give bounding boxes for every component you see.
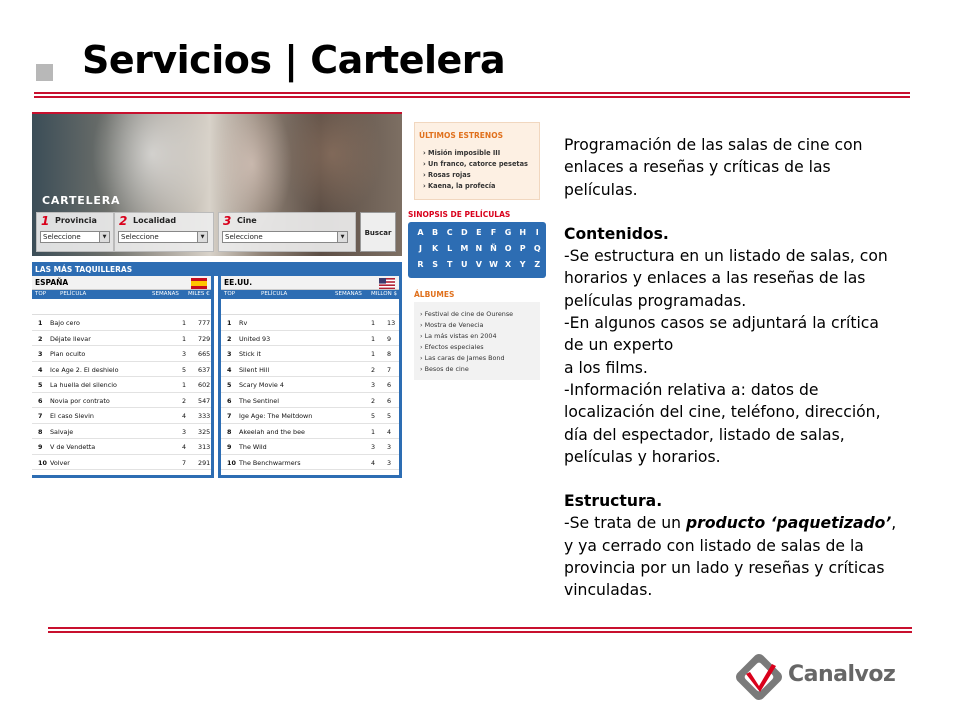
chevron-down-icon: ▼: [99, 232, 109, 242]
rank-cell: 9: [38, 443, 43, 451]
rank-cell: 3: [227, 350, 232, 358]
rank-cell: 9: [227, 443, 232, 451]
title-cell[interactable]: The Wild: [239, 443, 267, 451]
rank-cell: 1: [227, 319, 232, 327]
rank-cell: 5: [227, 381, 232, 389]
alphabet-letter[interactable]: J: [419, 244, 422, 253]
album-link[interactable]: › Mostra de Venecia: [420, 321, 484, 329]
cartelera-screenshot: [32, 112, 552, 490]
gross-cell: 602: [198, 381, 211, 389]
alphabet-letter[interactable]: P: [519, 244, 526, 253]
table-row[interactable]: [32, 331, 211, 347]
gross-cell: 9: [387, 334, 392, 343]
provincia-selector: [36, 212, 114, 252]
alphabet-letter[interactable]: T: [446, 260, 453, 269]
alphabet-letter[interactable]: N: [475, 244, 483, 253]
weeks-cell: 3: [182, 350, 187, 358]
table-row[interactable]: [32, 346, 211, 362]
usa-flag-icon: [379, 278, 395, 289]
title-cell[interactable]: The Sentinel: [239, 396, 279, 405]
selector-label: Localidad: [133, 216, 177, 225]
alphabet-letter[interactable]: H: [519, 228, 527, 237]
alphabet-letter[interactable]: Z: [534, 260, 541, 269]
title-bullet: [36, 64, 53, 81]
title-cell[interactable]: Volver: [50, 458, 70, 467]
chevron-down-icon: ▼: [337, 232, 347, 242]
gross-cell: 325: [198, 427, 211, 436]
gross-cell: 13: [387, 319, 396, 327]
cine-selector: [218, 212, 356, 252]
spain-flag-icon: [191, 278, 207, 289]
alphabet-letter[interactable]: G: [504, 228, 512, 237]
contenidos-item: -En algunos casos se adjuntará la crítica de un experto a los films.: [564, 314, 879, 377]
weeks-cell: 4: [371, 458, 376, 467]
alphabet-letter[interactable]: E: [476, 228, 482, 237]
weeks-cell: 5: [371, 412, 376, 420]
country-label: ESPAÑA: [32, 276, 211, 290]
gross-cell: 7: [387, 365, 392, 374]
table-row[interactable]: [221, 393, 399, 409]
album-link[interactable]: › Efectos especiales: [420, 343, 484, 351]
step-number: 3: [223, 214, 232, 228]
buscar-button[interactable]: Buscar: [360, 212, 396, 252]
contenidos-item: -Información relativa a: datos de localización del cine, teléfono, dirección, día del espectador, listado de salas, películas y horarios.: [564, 380, 881, 466]
table-row[interactable]: [221, 346, 399, 362]
title-cell[interactable]: La huella del silencio: [50, 381, 117, 389]
estreno-link[interactable]: › Un franco, catorce pesetas: [423, 160, 528, 168]
title-cell[interactable]: United 93: [239, 334, 271, 343]
table-row[interactable]: [221, 455, 399, 471]
alphabet-letter[interactable]: C: [446, 228, 453, 237]
weeks-cell: 3: [371, 381, 376, 389]
rank-cell: 4: [38, 365, 43, 374]
ultimos-estrenos-box: [414, 122, 540, 200]
table-row[interactable]: [32, 455, 211, 471]
country-label: EE.UU.: [221, 276, 399, 290]
alphabet-letter[interactable]: B: [432, 228, 439, 237]
title-cell[interactable]: Salvaje: [50, 427, 74, 436]
alphabet-letter[interactable]: Ñ: [490, 244, 497, 253]
rank-cell: 7: [227, 412, 232, 420]
gross-cell: 777: [198, 319, 211, 327]
top-divider: [34, 92, 910, 98]
weeks-cell: 4: [182, 443, 187, 451]
rank-cell: 8: [38, 427, 43, 436]
gross-cell: 665: [198, 350, 211, 358]
table-row[interactable]: [221, 362, 399, 378]
album-link[interactable]: › Festival de cine de Ourense: [420, 310, 514, 318]
table-row[interactable]: [32, 377, 211, 393]
sinopsis-title: SINOPSIS DE PELÍCULAS: [408, 210, 511, 219]
usa-box-office: [218, 276, 402, 478]
title-cell[interactable]: Rv: [239, 319, 248, 327]
cartelera-sidebar: [408, 112, 552, 490]
weeks-cell: 1: [182, 319, 187, 327]
alphabet-letter[interactable]: A: [417, 228, 424, 237]
title-cell[interactable]: Scary Movie 4: [239, 381, 284, 389]
table-row[interactable]: [32, 408, 211, 424]
estreno-link[interactable]: › Kaena, la profecía: [423, 182, 496, 190]
weeks-cell: 2: [371, 365, 376, 374]
rank-cell: 6: [38, 396, 43, 405]
title-cell[interactable]: Stick it: [239, 350, 261, 358]
bottom-divider: [48, 627, 912, 633]
table-row[interactable]: [221, 424, 399, 440]
alphabet-letter[interactable]: Q: [533, 244, 541, 253]
step-number: 2: [119, 214, 128, 228]
table-row[interactable]: [221, 439, 399, 455]
cine-select[interactable]: Seleccione ▼: [222, 231, 348, 243]
weeks-cell: 3: [371, 443, 376, 451]
weeks-cell: 2: [182, 396, 187, 405]
alphabet-index: [408, 222, 546, 278]
spain-box-office: [32, 276, 214, 478]
gross-cell: 6: [387, 396, 392, 405]
alphabet-letter[interactable]: O: [504, 244, 512, 253]
table-row[interactable]: [221, 408, 399, 424]
gross-cell: 4: [387, 427, 392, 436]
contenidos-heading: Contenidos.: [564, 224, 669, 243]
table-row[interactable]: [221, 315, 399, 331]
localidad-select[interactable]: Seleccione ▼: [118, 231, 208, 243]
title-cell[interactable]: Plan oculto: [50, 350, 86, 358]
gross-cell: 3: [387, 458, 392, 467]
weeks-cell: 1: [182, 334, 187, 343]
intro-text: Programación de las salas de cine con enlaces a reseñas y críticas de las películas.: [564, 136, 863, 199]
selector-label: Cine: [237, 216, 257, 225]
column-header: TOP PELÍCULA SEMANAS MILES €: [32, 290, 211, 299]
rank-cell: 5: [38, 381, 43, 389]
logo-text: Canalvoz: [788, 662, 896, 687]
rank-cell: 10: [227, 458, 236, 467]
gross-cell: 547: [198, 396, 211, 405]
weeks-cell: 1: [371, 350, 376, 358]
slide-title: Servicios | Cartelera: [82, 38, 506, 82]
alphabet-letter[interactable]: X: [505, 260, 512, 269]
weeks-cell: 3: [182, 427, 187, 436]
table-row[interactable]: [221, 331, 399, 347]
title-cell[interactable]: El caso Slevin: [50, 412, 94, 420]
description-panel: [564, 134, 914, 602]
weeks-cell: 1: [371, 334, 376, 343]
gross-cell: 8: [387, 350, 392, 358]
table-row[interactable]: [221, 377, 399, 393]
alphabet-letter[interactable]: F: [490, 228, 497, 237]
canalvoz-logo: [732, 648, 896, 704]
gross-cell: 3: [387, 443, 392, 451]
localidad-selector: [114, 212, 214, 252]
gross-cell: 5: [387, 412, 392, 420]
title-cell[interactable]: Akeelah and the bee: [239, 427, 305, 436]
alphabet-letter[interactable]: D: [460, 228, 468, 237]
table-row[interactable]: [32, 424, 211, 440]
title-cell[interactable]: Déjate llevar: [50, 334, 91, 343]
table-row[interactable]: [32, 439, 211, 455]
gross-cell: 333: [198, 412, 211, 420]
estreno-link[interactable]: › Rosas rojas: [423, 171, 471, 179]
alphabet-letter[interactable]: S: [432, 260, 438, 269]
alphabet-letter[interactable]: K: [431, 244, 439, 253]
rank-cell: 8: [227, 427, 232, 436]
contenidos-item: -Se estructura en un listado de salas, con horarios y enlaces a las reseñas de las películas programadas.: [564, 247, 888, 310]
album-link[interactable]: › Besos de cine: [420, 365, 469, 373]
title-cell[interactable]: Ige Age: The Meltdown: [239, 412, 313, 420]
selector-label: Provincia: [55, 216, 97, 225]
album-link[interactable]: › La más vistas en 2004: [420, 332, 497, 340]
gross-cell: 6: [387, 381, 392, 389]
canalvoz-logo-icon: [732, 650, 786, 704]
title-cell[interactable]: V de Vendetta: [50, 443, 96, 451]
title-cell[interactable]: Bajo cero: [50, 319, 80, 327]
step-number: 1: [41, 214, 50, 228]
taquilleras-header: LAS MÁS TAQUILLERAS: [32, 262, 402, 276]
rank-cell: 4: [227, 365, 232, 374]
weeks-cell: 4: [182, 412, 187, 420]
chevron-down-icon: ▼: [197, 232, 207, 242]
title-cell[interactable]: Ice Age 2. El deshielo: [50, 365, 119, 374]
table-row[interactable]: [32, 393, 211, 409]
rank-cell: 6: [227, 396, 232, 405]
column-header: TOP PELÍCULA SEMANAS MILLON $: [221, 290, 399, 299]
title-cell[interactable]: Novia por contrato: [50, 396, 110, 405]
albumes-box: [414, 302, 540, 380]
alphabet-letter[interactable]: L: [447, 244, 453, 253]
weeks-cell: 7: [182, 458, 187, 467]
gross-cell: 291: [198, 458, 211, 467]
alphabet-letter[interactable]: M: [460, 244, 469, 253]
alphabet-letter[interactable]: I: [535, 228, 539, 237]
weeks-cell: 1: [371, 319, 376, 327]
ultimos-estrenos-title: ÚLTIMOS ESTRENOS: [419, 131, 503, 140]
rank-cell: 10: [38, 458, 47, 467]
title-cell[interactable]: The Benchwarmers: [239, 458, 301, 467]
rank-cell: 2: [38, 334, 43, 343]
title-cell[interactable]: Silent Hill: [239, 365, 270, 374]
estructura-heading: Estructura.: [564, 492, 663, 511]
gross-cell: 637: [198, 365, 211, 374]
alphabet-letter[interactable]: W: [489, 260, 498, 269]
table-row[interactable]: [32, 362, 211, 378]
cartelera-banner: [32, 112, 402, 256]
weeks-cell: 1: [371, 427, 376, 436]
gross-cell: 729: [198, 334, 211, 343]
gross-cell: 313: [198, 443, 211, 451]
rank-cell: 2: [227, 334, 232, 343]
alphabet-letter[interactable]: V: [475, 260, 482, 269]
weeks-cell: 5: [182, 365, 187, 374]
provincia-select[interactable]: Seleccione ▼: [40, 231, 110, 243]
albumes-title: ÁLBUMES: [414, 290, 455, 299]
estreno-link[interactable]: › Misión imposible III: [423, 149, 501, 157]
alphabet-letter[interactable]: Y: [519, 260, 526, 269]
rank-cell: 7: [38, 412, 43, 420]
weeks-cell: 1: [182, 381, 187, 389]
banner-label: CARTELERA: [42, 194, 121, 207]
alphabet-letter[interactable]: U: [461, 260, 468, 269]
alphabet-letter[interactable]: R: [417, 260, 424, 269]
table-row[interactable]: [32, 315, 211, 331]
rank-cell: 1: [38, 319, 43, 327]
rank-cell: 3: [38, 350, 43, 358]
weeks-cell: 2: [371, 396, 376, 405]
estructura-text: -Se trata de un producto ‘paquetizado’, y ya cerrado con listado de salas de la provincia por un lado y reseñas y críticas vinculadas.: [564, 514, 897, 600]
album-link[interactable]: › Las caras de James Bond: [420, 354, 505, 362]
